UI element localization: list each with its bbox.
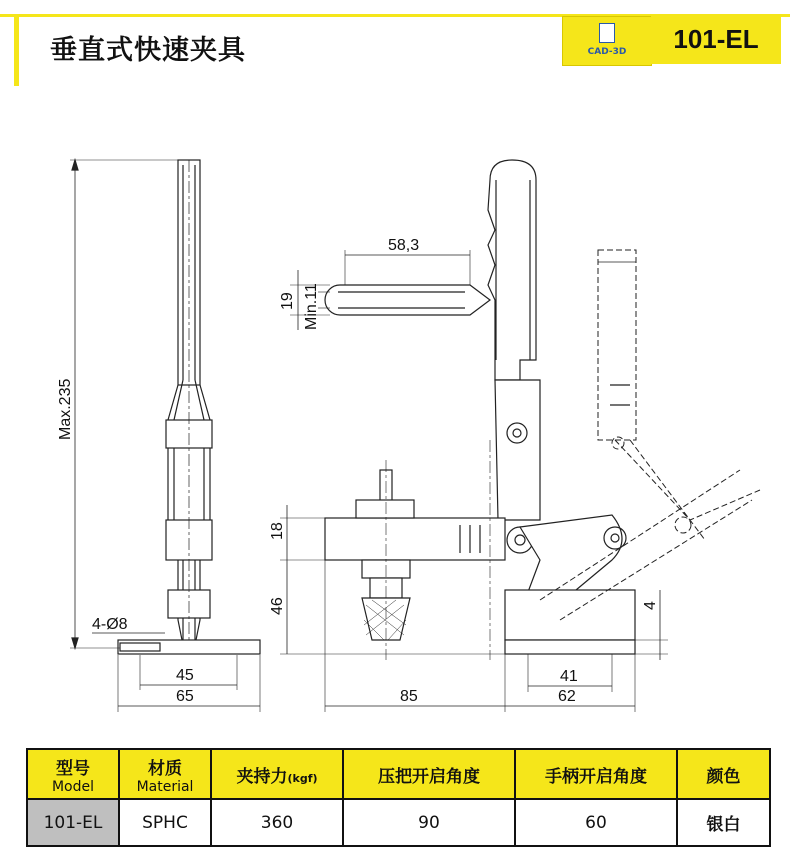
table-row: [27, 799, 770, 846]
cell-material: SPHC: [119, 799, 211, 846]
dim-45: 45: [176, 667, 194, 684]
dim-19: 19: [279, 292, 296, 310]
cell-color: 银白: [677, 799, 770, 846]
header-force: 夹持力(kgf): [211, 749, 343, 799]
header-material: 材质 Material: [119, 749, 211, 799]
dim-max235: Max.235: [57, 378, 74, 440]
page-title: 垂直式快速夹具: [50, 35, 246, 66]
header-model: 型号 Model: [27, 749, 119, 799]
dim-41: 41: [560, 668, 578, 685]
cell-force: 360: [211, 799, 343, 846]
side-view: [57, 160, 260, 712]
header-color: 颜色: [677, 749, 770, 799]
dim-18: 18: [269, 522, 286, 540]
dim-hole: 4-Ø8: [92, 616, 128, 633]
dim-85: 85: [400, 688, 418, 705]
cad-label: CAD-3D: [587, 47, 627, 57]
cell-handle-angle: 60: [515, 799, 677, 846]
slot-detail: [279, 237, 490, 330]
model-code: 101-EL: [673, 24, 759, 54]
cell-model: 101-EL: [27, 799, 119, 846]
cell-press-angle: 90: [343, 799, 515, 846]
dim-min11: Min.11: [303, 283, 320, 330]
dim-58-3: 58,3: [388, 237, 420, 254]
front-view: [325, 160, 760, 660]
header-press-angle: 压把开启角度: [343, 749, 515, 799]
dim-46: 46: [269, 597, 286, 615]
dim-65: 65: [176, 688, 194, 705]
spec-table: [26, 748, 771, 847]
dim-62: 62: [558, 688, 576, 705]
dim-4: 4: [642, 601, 659, 610]
header-handle-angle: 手柄开启角度: [515, 749, 677, 799]
